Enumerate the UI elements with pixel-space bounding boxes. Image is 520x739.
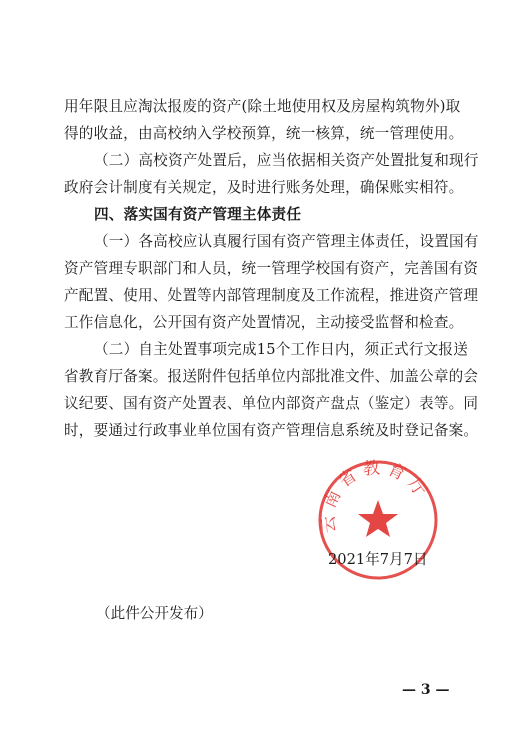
seal-star-icon [358, 500, 398, 537]
publication-note: （此件公开发布） [96, 605, 213, 622]
body-line-1: 用年限且应淘汰报废的资产(除土地使用权及房屋构筑物外)取 [64, 98, 461, 115]
body-line-3: （二）高校资产处置后，应当依据相关资产处置批复和现行 [94, 152, 479, 169]
body-line-8: 工作信息化，公开国有资产处置情况，主动接受监督和检查。 [64, 314, 464, 331]
section-heading: 四、落实国有资产管理主体责任 [94, 206, 302, 223]
document-date: 2021年7月7日 [328, 551, 428, 568]
svg-text:云南省教育厅: 云南省教育厅 [318, 458, 434, 534]
body-line-9: （二）自主处置事项完成15个工作日内，须正式行文报送 [94, 341, 469, 358]
body-line-11: 议纪要、国有资产处置表、单位内部资产盘点（鉴定）表等。同 [64, 395, 479, 412]
body-line-4: 政府会计制度有关规定，及时进行账务处理，确保账实相符。 [64, 179, 464, 196]
body-line-10: 省教育厅备案。报送附件包括单位内部批准文件、加盖公章的会 [64, 368, 479, 385]
body-line-7: 产配置、使用、处置等内部管理制度及工作流程，推进资产管理 [64, 287, 479, 304]
body-line-12: 时，要通过行政事业单位国有资产管理信息系统及时登记备案。 [64, 422, 479, 439]
page-number: — 3 — [402, 682, 450, 698]
body-line-5: （一）各高校应认真履行国有资产管理主体责任，设置国有 [94, 233, 479, 250]
body-line-6: 资产管理专职部门和人员，统一管理学校国有资产，完善国有资 [64, 260, 479, 277]
body-line-2: 得的收益，由高校纳入学校预算，统一核算，统一管理使用。 [64, 125, 464, 142]
